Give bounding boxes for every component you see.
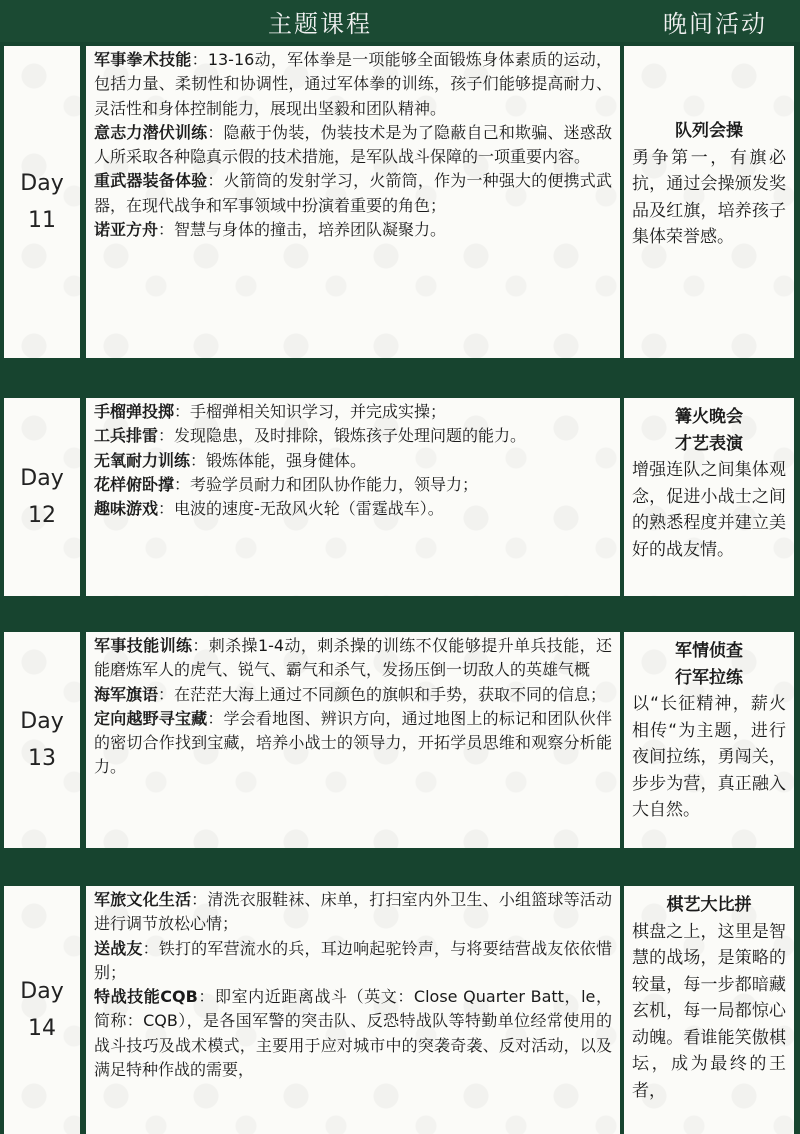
activity-title: 军情侦查 bbox=[675, 641, 743, 661]
day-label bbox=[4, 886, 80, 1134]
course-item bbox=[94, 937, 612, 986]
activity-description: 增强连队之间集体观念，促进小战士之间的熟悉程度并建立美好的战友情。 bbox=[632, 460, 786, 560]
course-text: ：手榴弹相关知识学习，并完成实操； bbox=[174, 402, 447, 421]
course-item bbox=[94, 707, 612, 780]
course-text: ：即室内近距离战斗（英文：Close Quarter Batt，le，简称：CQB），是各国军警的突击队、反恐特战队等特勤单位经常使用的战斗技巧及战术模式，主要用于应对城市中的突袭奇袭、反对活动，以及满足特种作战的需要， bbox=[94, 987, 612, 1080]
course-text: ：清洗衣服鞋袜、床单，打扫室内外卫生、小组篮球等活动进行调节放松心情； bbox=[94, 890, 612, 934]
course-name: 海军旗语 bbox=[94, 684, 159, 704]
day-number: 11 bbox=[28, 208, 56, 233]
course-text: ：发现隐患，及时排除，锻炼孩子处理问题的能力。 bbox=[158, 426, 527, 446]
course-text: ：刺杀操1-4动，刺杀操的训练不仅能够提升单兵技能，还能磨炼军人的虎气、锐气、霸气和杀气，发扬压倒一切敌人的英雄气概 bbox=[94, 636, 612, 680]
evening-activity-heading: 晚间活动 bbox=[663, 10, 767, 38]
course-item bbox=[94, 169, 612, 218]
course-item bbox=[94, 497, 612, 521]
course-text: ：考验学员耐力和团队协作能力，领导力； bbox=[174, 474, 479, 494]
course-name: 送战友 bbox=[94, 938, 143, 958]
activity-title: 行军拉练 bbox=[675, 667, 743, 688]
day-word: Day bbox=[20, 465, 64, 491]
day-number: 13 bbox=[28, 746, 56, 771]
course-list bbox=[86, 886, 620, 1134]
course-text: ：13-16动，军体拳是一项能够全面锻炼身体素质的运动，包括力量、柔韧性和协调性，通过军体拳的训练，孩子们能够提高耐力、灵活性和身体控制能力，展现出坚毅和团队精神。 bbox=[94, 50, 612, 118]
day-label bbox=[4, 46, 80, 358]
course-list bbox=[86, 46, 620, 358]
course-item bbox=[94, 683, 612, 707]
evening-activity bbox=[624, 46, 794, 358]
course-name: 军事拳术技能 bbox=[94, 50, 192, 69]
activity-title: 才艺表演 bbox=[675, 433, 743, 454]
course-list bbox=[86, 398, 620, 596]
table-header bbox=[0, 0, 800, 42]
course-item bbox=[94, 985, 612, 1082]
course-name: 意志力潜伏训练 bbox=[94, 122, 208, 142]
day-number: 14 bbox=[28, 1016, 56, 1041]
course-name: 无氧耐力训练 bbox=[94, 450, 191, 470]
activity-description: 勇争第一，有旗必抗，通过会操颁发奖品及红旗，培养孩子集体荣誉感。 bbox=[632, 147, 786, 247]
course-name: 花样俯卧撑 bbox=[94, 474, 175, 494]
activity-description: 棋盘之上，这里是智慧的战场，是策略的较量，每一步都暗藏玄机，每一局都惊心动魄。看谁能笑傲棋坛，成为最终的王者， bbox=[632, 921, 786, 1101]
course-item bbox=[94, 473, 612, 497]
course-text: ：学会看地图、辨识方向，通过地图上的标记和团队伙伴的密切合作找到宝藏，培养小战士的领导力，开拓学员思维和观察分析能力。 bbox=[94, 708, 612, 777]
course-text: ：在茫茫大海上通过不同颜色的旗帜和手势，获取不同的信息； bbox=[158, 684, 607, 704]
day-number: 12 bbox=[28, 503, 56, 528]
course-item bbox=[94, 121, 612, 170]
day-word: Day bbox=[20, 170, 64, 196]
activity-title: 队列会操 bbox=[675, 121, 743, 141]
activity-title: 篝火晚会 bbox=[675, 407, 743, 427]
course-item bbox=[94, 424, 612, 448]
evening-activity bbox=[624, 398, 794, 596]
course-name: 军事技能训练 bbox=[94, 636, 193, 655]
course-text: ：锻炼体能，强身健体。 bbox=[190, 450, 367, 470]
course-name: 趣味游戏 bbox=[94, 499, 159, 519]
evening-activity bbox=[624, 886, 794, 1134]
course-text: ：隐蔽于伪装，伪装技术是为了隐蔽自己和欺骗、迷惑敌人所采取各种隐真示假的技术措施，是军队战斗保障的一项重要内容。 bbox=[94, 122, 612, 167]
course-item bbox=[94, 48, 612, 121]
course-name: 军旅文化生活 bbox=[94, 890, 192, 909]
course-text: ：智慧与身体的撞击，培养团队凝聚力。 bbox=[158, 220, 447, 240]
course-item bbox=[94, 634, 612, 683]
course-name: 特战技能CQB bbox=[94, 987, 198, 1007]
main-course-heading: 主题课程 bbox=[268, 10, 372, 38]
course-item bbox=[94, 400, 612, 424]
day-row-13 bbox=[0, 632, 800, 848]
day-word: Day bbox=[20, 708, 64, 734]
course-item bbox=[94, 449, 612, 473]
course-list bbox=[86, 632, 620, 848]
day-label bbox=[4, 398, 80, 596]
course-name: 工兵排雷 bbox=[94, 426, 159, 446]
course-name: 定向越野寻宝藏 bbox=[94, 708, 208, 728]
course-text: ：火箭筒的发射学习，火箭筒，作为一种强大的便携式武器，在现代战争和军事领域中扮演着重要的角色； bbox=[94, 171, 612, 215]
course-item bbox=[94, 218, 612, 242]
evening-activity bbox=[624, 632, 794, 848]
day-row-12 bbox=[0, 398, 800, 596]
day-word: Day bbox=[20, 978, 64, 1004]
day-label bbox=[4, 632, 80, 848]
day-row-11 bbox=[0, 46, 800, 358]
course-item bbox=[94, 888, 612, 937]
course-text: ：铁打的军营流水的兵，耳边响起驼铃声，与将要结营战友依依惜别； bbox=[94, 938, 612, 982]
course-name: 重武器装备体验 bbox=[94, 171, 208, 191]
activity-description: 以“长征精神，薪火相传“为主题，进行夜间拉练，勇闯关，步步为营，真正融入大自然。 bbox=[632, 694, 786, 820]
course-text: ：电波的速度-无敌风火轮（雷霆战车）。 bbox=[158, 499, 444, 519]
course-name: 诺亚方舟 bbox=[94, 220, 159, 240]
day-row-14 bbox=[0, 886, 800, 1134]
activity-title: 棋艺大比拼 bbox=[666, 895, 752, 915]
course-name: 手榴弹投掷 bbox=[94, 402, 175, 421]
